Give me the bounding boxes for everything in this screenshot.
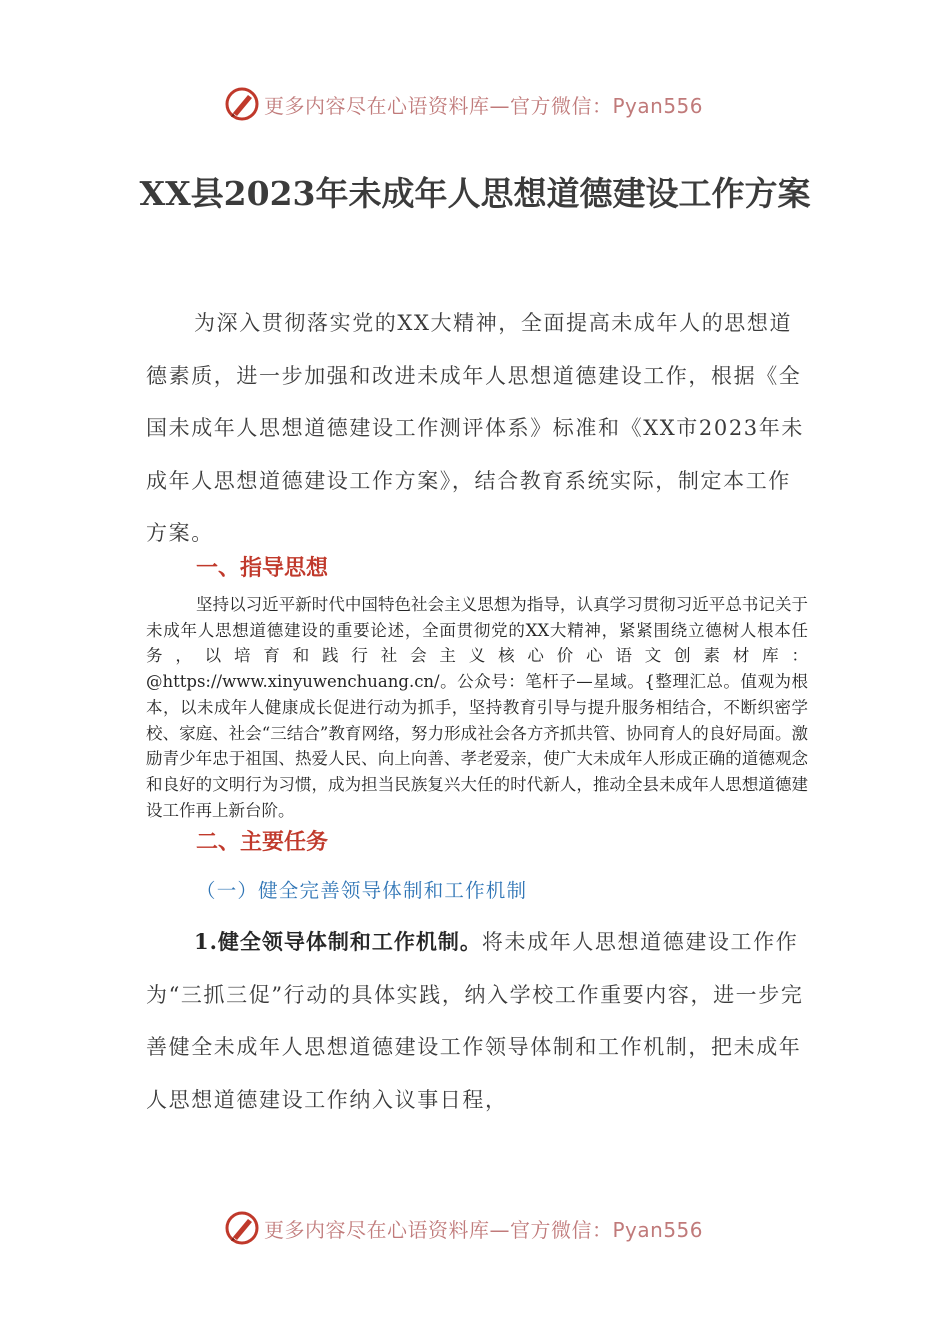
header-banner-text: 更多内容尽在心语资料库—官方微信：Pyan556 [264, 93, 704, 118]
item1-body: 将未成年人思想道德建设工作作为“三抓三促”行动的具体实践，纳入学校工作重要内容，进一步完善健全未成年人思想道德建设工作领导体制和工作机制，把未成年人思想道德建设工作纳入议事日程， [146, 930, 804, 1112]
footer-banner-text: 更多内容尽在心语资料库—官方微信：Pyan556 [264, 1217, 704, 1242]
section-heading-main-tasks: 二、主要任务 [196, 830, 329, 855]
pen-logo-icon [224, 1210, 260, 1246]
header-banner [0, 84, 950, 124]
guiding-thought-paragraph: 坚持以习近平新时代中国特色社会主义思想为指导，认真学习贯彻习近平总书记关于未成年人思想道德建设的重要论述，全面贯彻党的XX大精神，紧紧围绕立德树人根本任务，以培育和践行社会主义核心价心语文创素材库：@https://www.xinyuwenchuang.cn/。公众号：笔杆子—星域。{整理汇总。值观为根本，以未成年人健康成长促进行动为抓手，坚持教育引导与提升服务相结合，不断织密学校、家庭、社会“三结合”教育网络，努力形成社会各方齐抓共管、协同育人的良好局面。激励青少年忠于祖国、热爱人民、向上向善、孝老爱亲，使广大未成年人形成正确的道德观念和良好的文明行为习惯，成为担当民族复兴大任的时代新人，推动全县未成年人思想道德建设工作再上新台阶。 [146, 595, 808, 820]
item1-paragraph [146, 916, 808, 1126]
item1-lead: 1.健全领导体制和工作机制。 [194, 929, 482, 954]
section-heading-guiding-thought: 一、指导思想 [196, 556, 329, 581]
subsection-heading-leadership: （一）健全完善领导体制和工作机制 [196, 879, 528, 902]
document-title: XX县2023年未成年人思想道德建设工作方案 [139, 174, 811, 213]
intro-paragraph: 为深入贯彻落实党的XX大精神，全面提高未成年人的思想道德素质，进一步加强和改进未成年人思想道德建设工作，根据《全国未成年人思想道德建设工作测评体系》标准和《XX市2023年未成年人思想道德建设工作方案》，结合教育系统实际，制定本工作方案。 [146, 311, 804, 545]
footer-banner [0, 1208, 950, 1248]
pen-logo-icon [224, 86, 260, 122]
